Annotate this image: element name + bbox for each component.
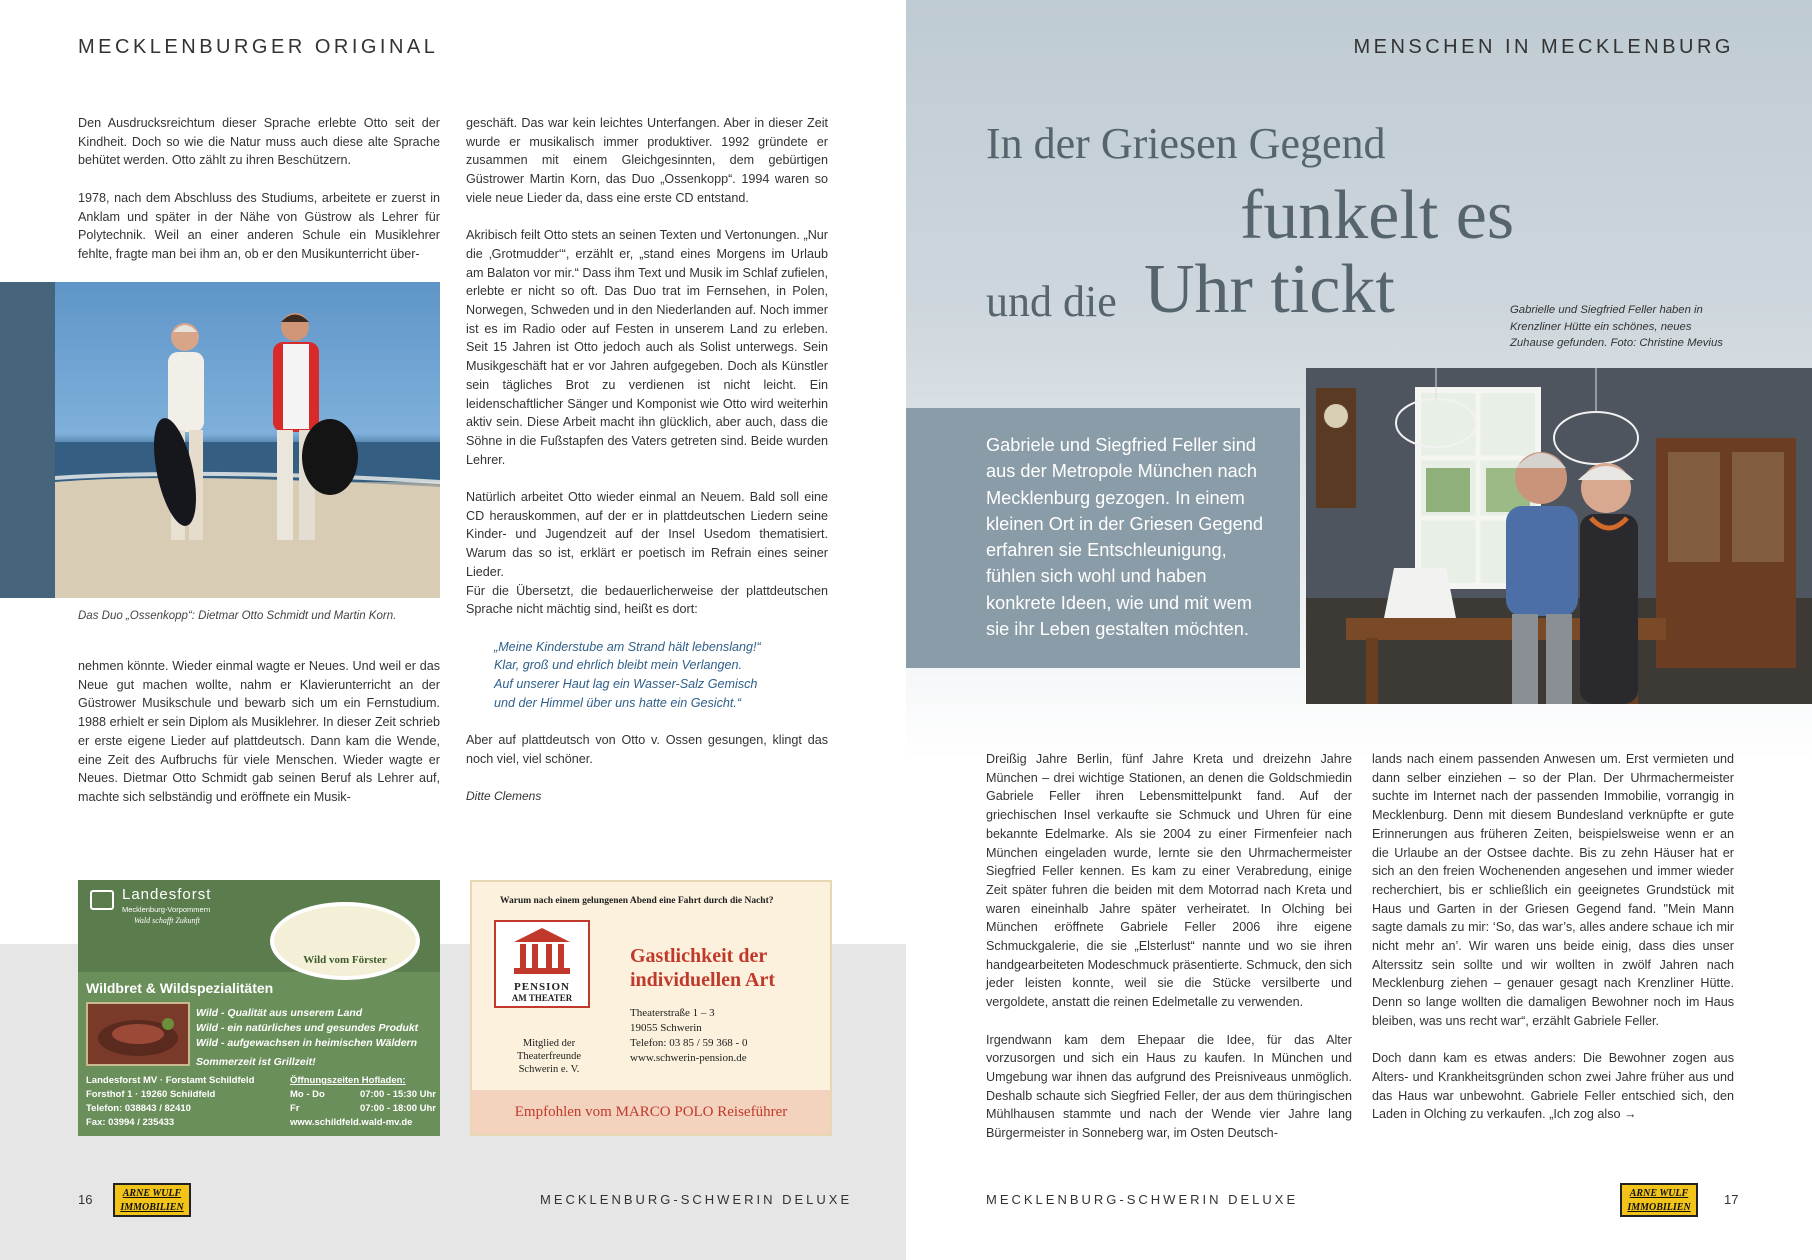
ad-brand: Landesforst [122, 886, 212, 903]
logo-line: IMMOBILIEN [1627, 1202, 1691, 1213]
headline-line2: funkelt es [1240, 177, 1515, 254]
logo-text: PENSION [514, 981, 570, 993]
hours-row [290, 1088, 436, 1102]
arne-wulf-logo-right [1620, 1183, 1698, 1217]
intro-box [906, 408, 1300, 668]
member-line: Mitglied der [522, 1038, 576, 1049]
paragraph: Den Ausdrucksreichtum dieser Sprache erlebte Otto seit der Kindheit. Doch so wie die Natur muss auch diese alte Sprache behütet werden. Otto zählt zu ihren Beschützern. [78, 116, 440, 168]
ad-bullets [196, 1006, 418, 1070]
address-line: 19055 Schwerin [630, 1022, 702, 1034]
address-line: Fax: 03994 / 235433 [86, 1117, 175, 1128]
ad-bullet: Wild - ein natürliches und gesundes Produkt [196, 1022, 419, 1034]
hours-row [290, 1102, 436, 1116]
logo-text: AM THEATER [511, 993, 573, 1003]
wild-vom-foerster-badge [270, 902, 420, 980]
ad-slogan: Wald schafft Zukunft [134, 916, 200, 925]
quote-line: Klar, groß und ehrlich bleibt mein Verlangen. [494, 658, 743, 673]
caption-line: Gabrielle und Siegfried Feller haben in [1510, 304, 1703, 316]
photo-accent-bar [0, 282, 55, 598]
ad-pension-address [630, 1006, 747, 1066]
page-number-left: 16 [78, 1192, 93, 1207]
headline-line1: In der Griesen Gegend [986, 119, 1386, 168]
address-line: Landesforst MV · Forstamt Schildfeld [86, 1075, 255, 1086]
ad-recommend: Empfohlen vom MARCO POLO Reiseführer [472, 1090, 830, 1134]
ad-summer: Sommerzeit ist Grillzeit! [196, 1056, 316, 1068]
member-line: Theaterfreunde [516, 1051, 582, 1062]
running-head-right: MENSCHEN IN MECKLENBURG [1353, 36, 1734, 58]
paragraph: Irgendwann kam dem Ehepaar die Idee, für das Alter vorzusorgen und sich ein Haus zu kaufen. In München und Umgebung war ihnen das aufgrund des Preisniveaus unmöglich. Deshalb schaute sich Siegfried Feller, der aus dem thüringischen Mühlhausen stammte und nach der Wende vier Jahre lang Bürgermeister in Sonneberg war, im Osten Deutsch- [986, 1032, 1352, 1141]
ad-heading: Wildbret & Wildspezialitäten [86, 980, 274, 996]
ad-pension-am-theater [470, 880, 832, 1136]
address-line: www.schwerin-pension.de [630, 1052, 747, 1064]
hours-title: Öffnungszeiten Hofladen: [290, 1075, 406, 1086]
address-line: Telefon: 038843 / 82410 [86, 1103, 191, 1114]
right-col1 [986, 750, 1352, 1143]
hours-time: 07:00 - 18:00 Uhr [359, 1103, 436, 1114]
intro-text: Gabriele und Siegfried Feller sind aus der Metropole München nach Mecklenburg gezogen. In einem kleinen Ort in der Griesen Gegend erfahren sie Entschleunigung, fühlen sich wohl und haben konkrete Ideen, wie und mit wem sie ihr Leben gestalten möchten. [986, 435, 1264, 640]
paragraph: Doch dann kam es etwas anders: Die Bewohner zogen aus Alters- und Krankheitsgründen schon zwei Jahre früher aus und das Haus war unbewohnt. Gabriele Feller entschied sich, den Laden in Olching zu verkaufen. „Ich zog also → [1372, 1051, 1734, 1122]
left-col2 [466, 114, 828, 825]
photo-caption-feller [1510, 302, 1723, 352]
pension-logo [494, 920, 590, 1008]
address-line: Forsthof 1 · 19260 Schildfeld [86, 1089, 216, 1100]
hours-time: 07:00 - 15:30 Uhr [359, 1089, 436, 1100]
beach-photo-illustration [55, 282, 440, 598]
landesforst-logo-icon [90, 890, 114, 910]
footer-title-right: MECKLENBURG-SCHWERIN DELUXE [986, 1192, 1299, 1207]
venison-dish-image [86, 1002, 190, 1066]
running-head-left: MECKLENBURGER ORIGINAL [78, 36, 439, 58]
paragraph: Für die Übersetzt, die bedauerlicherweise der plattdeutschen Sprache nicht mächtig sind, heißt es dort: [466, 583, 828, 617]
quote-line: Auf unserer Haut lag ein Wasser-Salz Gemisch [494, 677, 758, 692]
left-col1-bottom [78, 657, 440, 807]
paragraph: Aber auf plattdeutsch von Otto v. Ossen gesungen, klingt das noch viel, viel schöner. [466, 733, 828, 766]
theater-building-icon [512, 926, 572, 976]
ad-landesforst [78, 880, 440, 1136]
ad-bullet: Wild - Qualität aus unserem Land [196, 1007, 363, 1019]
paragraph: Dreißig Jahre Berlin, fünf Jahre Kreta und dreizehn Jahre München – drei wichtige Stationen, an denen die Goldschmiedin Gabriele Feller ihren Lebensmittelpunkt fand. Auf der griechischen Insel verkaufte sie Schmuck und Uhren für eine bekannte Edelmarke. Als sie 2004 zu einer Firmenfeier nach München eingeladen wurde, lernte sie den Uhrmachermeister Siegfried Feller kennen. Es kam zu einer Verabredung, einige Zeit später fuhren die beiden mit dem Motorrad nach Kreta und waren eineinhalb Jahre später verheiratet. In Olching bei München eröffnete Gabriele Feller 2006 ihre eigene Schmuckgalerie, die sie „Elsterlust“ nannte und wo sie ihren handgearbeiteten Modeschmuck präsentierte. Schmuck, den sich jeder leisten konnte, weil sie die Stücke versilberte und vergoldete, anstatt die reinen Edelmetalle zu verwenden. [986, 752, 1352, 1010]
paragraph: 1978, nach dem Abschluss des Studiums, arbeitete er zuerst in Anklam und später in der Nähe von Güstrow als Lehrer für Polytechnik. Weil an einer anderen Schule ein Musiklehrer fehlte, fragte man bei ihm an, ob er den Musikunterricht über- [78, 190, 440, 261]
caption-line: Zuhause gefunden. Foto: Christine Mevius [1510, 337, 1723, 349]
beach-duo-photo [55, 282, 440, 598]
ad-title-line: Gastlichkeit der [630, 945, 768, 967]
left-col1-top [78, 114, 440, 264]
couple-photo-illustration [1306, 368, 1812, 704]
quote-line: und der Himmel über uns hatte ein Gesicht.“ [494, 695, 742, 710]
song-quote [466, 638, 828, 713]
ad-member [494, 1037, 604, 1076]
hours-day: Mo - Do [290, 1089, 325, 1100]
feller-couple-photo [1306, 368, 1812, 704]
logo-line: ARNE WULF [122, 1188, 182, 1199]
headline-line3-big: Uhr tickt [1144, 251, 1395, 328]
logo-line: ARNE WULF [1629, 1188, 1689, 1199]
paragraph: nehmen könnte. Wieder einmal wagte er Neues. Und weil er das Neue gut machen wollte, nahm er Klavierunterricht an der Güstrower Musikschule und bewarb sich um ein Fernstudium. 1988 erhielt er sein Diplom als Musiklehrer. In dieser Zeit schrieb er erste eigene Lieder auf plattdeutsch. Dann kam die Wende, eine Zeit des Aufbruchs für viele Menschen. Wieder wagte er Neues. Dietmar Otto Schmidt gab seinen Beruf als Lehrer auf, machte sich selbständig und eröffnete ein Musik- [78, 659, 440, 804]
paragraph: Akribisch feilt Otto stets an seinen Texten und Vertonungen. „Nur die ‚Grotmudder‘“, erzählt er, „stand eines Morgens im Urlaub am Balaton vor mir.“ Dass ihm Text und Musik im Schlaf zufielen, erlebte er nicht so oft. Das Duo trat im Fernsehen, in Polen, Norwegen, Schweden und in den Niederlanden auf. Noch immer ist es im Radio oder auf Festen in unserem Land zu erleben. Seit 15 Jahren ist Otto jedoch auch als Solist unterwegs. Sein Musikgeschäft hat er vor Jahren aufgegeben. Doch als Künstler sein tägliches Brot zu verdienen ist nicht leicht. Ein leidenschaftlicher Sänger und Komponist wie Otto wird weiterhin aktiv sein. Diese Arbeit macht ihn glücklich, aber auch, dass die Söhne in die Fußstapfen des Vaters getreten sind. Beide wurden Lehrer. [466, 228, 828, 467]
caption-line: Krenzliner Hütte ein schönes, neues [1510, 320, 1692, 333]
ad-hours [290, 1074, 436, 1130]
right-col2 [1372, 750, 1734, 1124]
ad-title [630, 944, 775, 992]
ad-brand-sub: Mecklenburg-Vorpommern [122, 905, 211, 914]
photo-caption-duo: Das Duo „Ossenkopp“: Dietmar Otto Schmidt und Martin Korn. [78, 610, 397, 622]
ad-bullet: Wild - aufgewachsen in heimischen Wäldern [196, 1037, 418, 1049]
member-line: Schwerin e. V. [518, 1064, 580, 1075]
byline: Ditte Clemens [466, 789, 542, 804]
footer-title-left: MECKLENBURG-SCHWERIN DELUXE [540, 1192, 853, 1207]
ad-title-line: individuellen Art [630, 969, 776, 991]
right-page [906, 0, 1812, 1260]
ad-web: www.schildfeld.wald-mv.de [290, 1117, 413, 1128]
logo-line: IMMOBILIEN [120, 1202, 184, 1213]
paragraph: geschäft. Das war kein leichtes Unterfangen. Aber in dieser Zeit wurde er musikalisch immer produktiver. 1992 gründete er zusammen mit einem Gleichgesinnten, dem gebürtigen Güstrower Martin Korn, das Duo „Ossenkopp“. 1994 waren so viele neue Lieder da, dass eine erste CD entstand. [466, 116, 828, 205]
address-line: Theaterstraße 1 – 3 [630, 1007, 715, 1019]
arne-wulf-logo-left [113, 1183, 191, 1217]
page-number-right: 17 [1724, 1192, 1739, 1207]
paragraph: lands nach einem passenden Anwesen um. Erst vermieten und dann selber einziehen – so der Plan. Der Uhrmachermeister suchte im Internet nach der passenden Immobilie, vorrangig in Mecklenburg. Denn mit diesem Bundesland verknüpfte er gute Erinnerungen aus früheren Zeiten, beispielsweise wenn er an die Urlaube an der Ostsee dachte. Bis zu zehn Häuser hat er sich an den freien Wochenenden angesehen und immer wieder recherchiert, bis er schließlich ein geeignetes Grundstück mit Haus und Garten in der Griesen Gegend fand. "Mein Mann sagte damals zu mir: ‘So, das war’s, alles andere schaue ich mir nicht mehr an’. Wir waren uns beide einig, dass dies unser Alterssitz sein sollte und wir wollten in zwölf Jahren nach Mecklenburg ziehen – genauer gesagt nach Krenzliner Hütte. Denn so lange wollten die damaligen Bewohner noch im Haus bleiben, was uns recht war“, erzählt Gabriele Feller. [1372, 752, 1734, 1028]
paragraph: Natürlich arbeitet Otto wieder einmal an Neuem. Bald soll eine CD herauskommen, auf der er in plattdeutschen Liedern seine Kinder- und Jugendzeit auf der Insel Usedom thematisiert. Warum das so ist, erklärt er poetisch im Refrain eines seiner Lieder. [466, 490, 828, 579]
hours-day: Fr [290, 1103, 300, 1114]
address-line: Telefon: 03 85 / 59 368 - 0 [630, 1037, 748, 1049]
ad-question: Warum nach einem gelungenen Abend eine Fahrt durch die Nacht? [500, 896, 774, 906]
headline-line3-small: und die [986, 277, 1117, 326]
ad-address [86, 1074, 254, 1130]
badge-text: Wild vom Förster [303, 954, 387, 966]
quote-line: „Meine Kinderstube am Strand hält lebenslang!“ [494, 639, 761, 654]
